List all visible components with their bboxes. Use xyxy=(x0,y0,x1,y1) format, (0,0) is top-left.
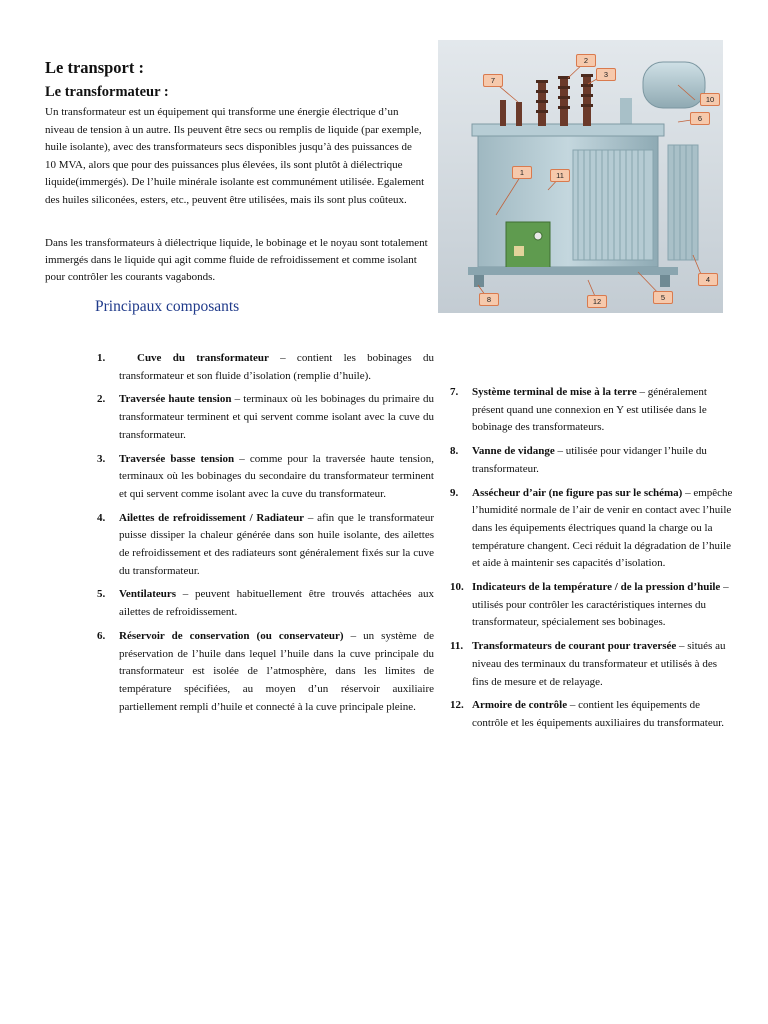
callout-badge: 10 xyxy=(700,93,720,106)
list-description: – utilisée pour vidanger l’huile du transformateur. xyxy=(472,445,707,475)
list-item xyxy=(97,451,434,504)
list-description: – situés au niveau des terminaux du transformateur et utilisés à des fins de mesure et de relayage. xyxy=(472,640,726,688)
list-item xyxy=(450,697,734,732)
page-title: Le transport : xyxy=(45,58,144,77)
list-item xyxy=(97,350,434,385)
list-term: Assécheur d’air (ne figure pas sur le schéma) xyxy=(472,486,683,499)
section-subtitle: Le transformateur : xyxy=(45,84,169,100)
list-number: 3. xyxy=(97,452,106,465)
intro-paragraph-2: Dans les transformateurs à diélectrique liquide, le bobinage et le noyau sont totalement immergés dans le liquide qui agit comme fluide de refroidissement et comme isolant pour contrôler les courants vagabonds. xyxy=(45,237,428,283)
callout-badge: 5 xyxy=(653,291,673,304)
list-description: – contient les bobinages du transformateur et son fluide d’isolation (remplie d’huile). xyxy=(119,352,434,382)
list-item xyxy=(450,579,734,632)
callout-badge: 1 xyxy=(512,166,532,179)
list-number: 2. xyxy=(97,393,106,406)
list-item xyxy=(97,510,435,581)
list-term: Transformateurs de courant pour traversée xyxy=(472,640,677,653)
list-term: Cuve du transformateur xyxy=(137,352,269,364)
list-term: Système terminal de mise à la terre xyxy=(472,386,637,398)
list-term: Réservoir de conservation (ou conservateur) xyxy=(119,629,344,642)
list-description: – un système de préservation de l’huile dans lequel l’huile dans la cuve principale du transformateur est isolée de l’atmosphère, dans les limites de température spécifiées, au moyen d’un réservoir auxiliaire partiellement rempli d’huile et connecté à la cuve principale pleine. xyxy=(119,629,435,713)
list-description: – comme pour la traversée haute tension, terminaux où les bobinages du secondaire du transformateur terminent et qui servent comme isolant avec la cuve du transformateur. xyxy=(119,452,434,500)
callout-badge: 2 xyxy=(576,54,596,67)
list-number: 9. xyxy=(450,486,459,499)
list-term: Vanne de vidange xyxy=(472,445,555,458)
list-number: 6. xyxy=(97,629,106,642)
list-description: – généralement présent quand une connexion en Y est utilisée dans le bobinage des transformateurs. xyxy=(472,386,707,434)
list-number: 7. xyxy=(450,386,459,398)
list-term: Ventilateurs xyxy=(119,588,177,601)
list-number: 12. xyxy=(450,699,464,712)
callout-badge: 7 xyxy=(483,74,503,87)
list-number: 11. xyxy=(450,640,464,653)
callout-badge: 12 xyxy=(587,295,607,308)
components-list-right xyxy=(450,384,734,739)
list-item xyxy=(450,384,734,437)
list-item xyxy=(97,628,435,717)
list-description: – contient les équipements de contrôle et les équipements auxiliaires du transformateur. xyxy=(472,699,725,729)
list-description: – utilisés pour contrôler les caractéristiques internes du transformateur, spécialement ses bobinages. xyxy=(472,581,729,629)
list-term: Traversée haute tension xyxy=(119,393,232,406)
callout-badge: 3 xyxy=(596,68,616,81)
transformer-photo xyxy=(438,40,723,313)
callout-badge: 6 xyxy=(690,112,710,125)
components-heading: Principaux composants xyxy=(95,298,240,315)
callout-badge: 11 xyxy=(550,169,570,182)
list-description: – terminaux où les bobinages du primaire du transformateur terminent et qui servent comme isolant avec la cuve du transformateur. xyxy=(119,393,434,441)
list-description: – empêche l’humidité normale de l’air de venir en contact avec l’huile dans les équipements électriques quand la charge ou la température changent. Ceci réduit la dégradation de l’huile et aide à maintenir ses capacités d’isolation. xyxy=(472,486,733,570)
list-item xyxy=(97,586,434,621)
list-number: 1. xyxy=(97,352,106,364)
list-number: 4. xyxy=(97,511,106,524)
list-item xyxy=(450,485,734,574)
list-description: – afin que le transformateur puisse dissiper la chaleur générée dans son huile isolante, des ailettes de refroidissement et des radiateurs sont généralement fixés sur la cuve du transformateur. xyxy=(119,511,435,577)
list-term: Ailettes de refroidissement / Radiateur xyxy=(119,511,305,524)
list-term: Indicateurs de la température / de la pression d’huile xyxy=(472,581,721,594)
list-term: Armoire de contrôle xyxy=(472,699,568,712)
list-item xyxy=(97,391,434,444)
components-list-left xyxy=(97,350,435,722)
list-item xyxy=(450,443,734,478)
list-number: 5. xyxy=(97,588,106,601)
list-description: – peuvent habituellement être trouvés attachées aux ailettes de refroidissement. xyxy=(119,588,434,619)
intro-paragraph-1: Un transformateur est un équipement qui transforme une énergie électrique d’un niveau de tension à un autre. Ils peuvent être secs ou remplis de liquide (par exemple, huile isolante), avec des transformateurs secs disponibles jusqu’à des puissances de 10 MVA, alors que pour des puissances plus élevées, ils sont plutôt à diélectrique liquide(immergés). De l’huile minérale isolante est communément utilisée. Egalement des huiles siliconées, esters, etc., peuvent être utilisées, mais ils sont plus coûteux. xyxy=(45,106,425,206)
list-number: 8. xyxy=(450,445,459,458)
list-number: 10. xyxy=(450,581,464,594)
list-term: Traversée basse tension xyxy=(119,452,235,465)
list-item xyxy=(450,638,734,691)
callout-badge: 8 xyxy=(479,293,499,306)
callout-badge: 4 xyxy=(698,273,718,286)
